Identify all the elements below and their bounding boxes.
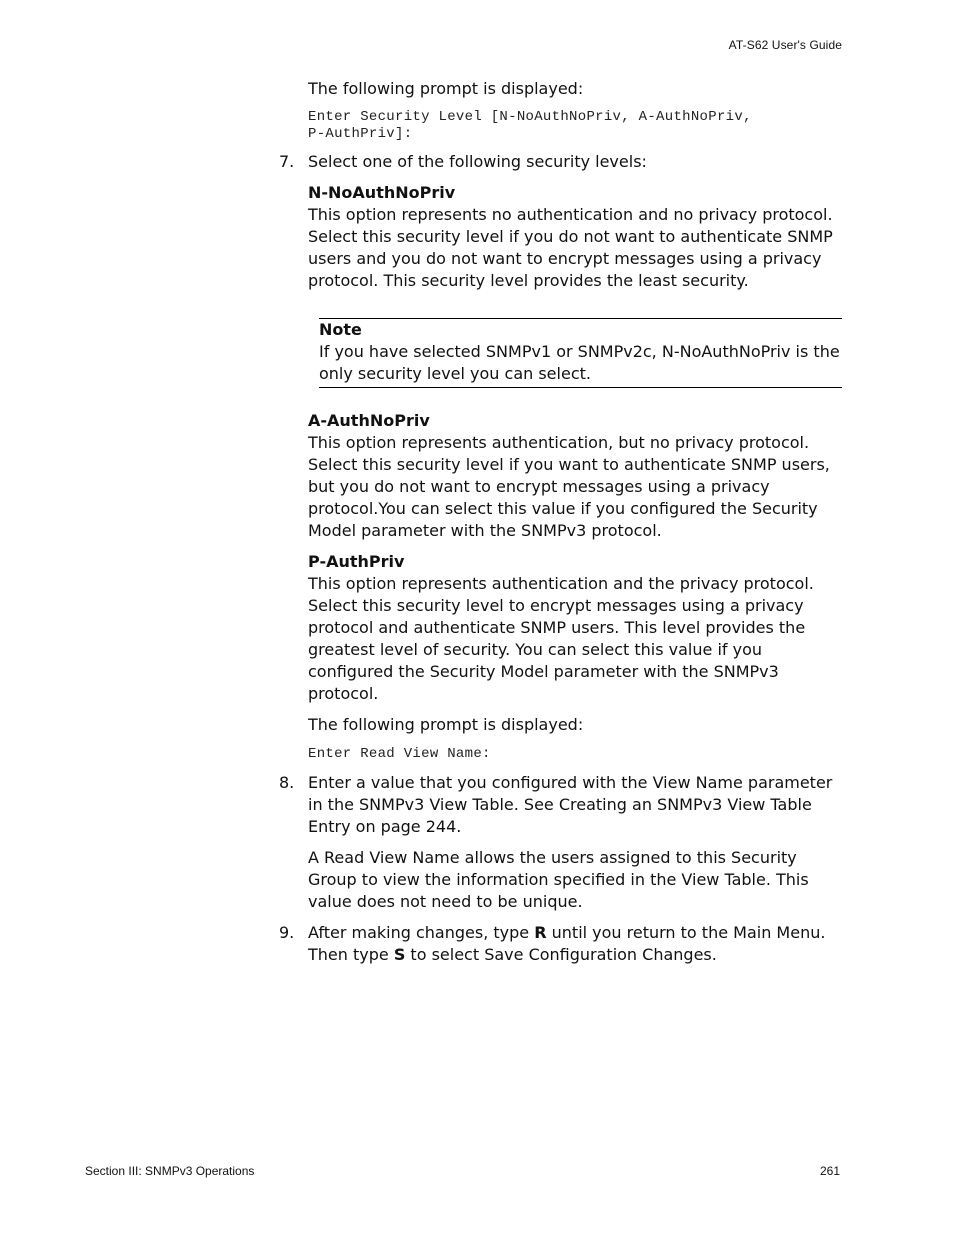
step-9-text bbox=[308, 922, 842, 966]
page-number: 261 bbox=[819, 1164, 840, 1178]
level-n-description: This option represents no authentication and no privacy protocol. Select this security level if you do not want to authenticate SNMP users and you do not want to encrypt messages using a privacy protocol. This security level provides the least security. bbox=[308, 205, 833, 290]
step-7-text: Select one of the following security levels: bbox=[308, 152, 647, 171]
level-a-description: This option represents authentication, but no privacy protocol. Select this security level if you want to authenticate SNMP users, but you do not want to encrypt messages using a privacy protocol.You can select this value if you configured the Security Model parameter with the SNMPv3 protocol. bbox=[308, 433, 830, 540]
step-9 bbox=[279, 922, 842, 966]
security-level-prompt bbox=[308, 109, 842, 143]
level-p-description: This option represents authentication and the privacy protocol. Select this security level to encrypt messages using a privacy protocol and authenticate SNMP users. This level provides the greatest level of security. You can select this value if you configured the Security Model parameter with the SNMPv3 protocol. bbox=[308, 574, 814, 703]
prompt-intro: The following prompt is displayed: bbox=[308, 79, 584, 98]
step-9-part-1: After making changes, type bbox=[308, 923, 535, 942]
step-8-text: Enter a value that you configured with the View Name parameter in the SNMPv3 View Table. See Creating an SNMPv3 View Table Entry on page 244. bbox=[308, 773, 833, 836]
footer-section: Section III: SNMPv3 Operations bbox=[85, 1164, 255, 1178]
level-p-title: P-AuthPriv bbox=[308, 552, 405, 571]
step-9-part-3: to select Save Configuration Changes. bbox=[405, 945, 717, 964]
note-text: If you have selected SNMPv1 or SNMPv2c, N-NoAuthNoPriv is the only security level you can select. bbox=[319, 342, 840, 383]
key-s: S bbox=[393, 945, 406, 964]
step-9-part-2: until you return to the Main Menu. Then type bbox=[308, 923, 826, 964]
prompt-intro-2: The following prompt is displayed: bbox=[308, 715, 584, 734]
security-prompt-line-2: P-AuthPriv]: bbox=[308, 126, 413, 142]
note-title: Note bbox=[319, 320, 362, 339]
key-r: R bbox=[534, 923, 547, 942]
security-prompt-line-1: Enter Security Level [N-NoAuthNoPriv, A-AuthNoPriv, bbox=[308, 109, 752, 125]
page-body bbox=[279, 78, 842, 966]
note-box bbox=[319, 318, 842, 388]
step-7 bbox=[279, 151, 842, 173]
step-7-number: 7. bbox=[279, 152, 295, 171]
step-8-followup: A Read View Name allows the users assigned to this Security Group to view the information specified in the View Table. This value does not need to be unique. bbox=[308, 848, 809, 911]
level-n-title: N-NoAuthNoPriv bbox=[308, 183, 456, 202]
step-8-number: 8. bbox=[279, 773, 295, 792]
level-a-title: A-AuthNoPriv bbox=[308, 411, 430, 430]
read-view-prompt: Enter Read View Name: bbox=[308, 746, 491, 762]
step-9-number: 9. bbox=[279, 923, 295, 942]
step-8 bbox=[279, 772, 842, 838]
running-header: AT-S62 User's Guide bbox=[728, 38, 842, 52]
